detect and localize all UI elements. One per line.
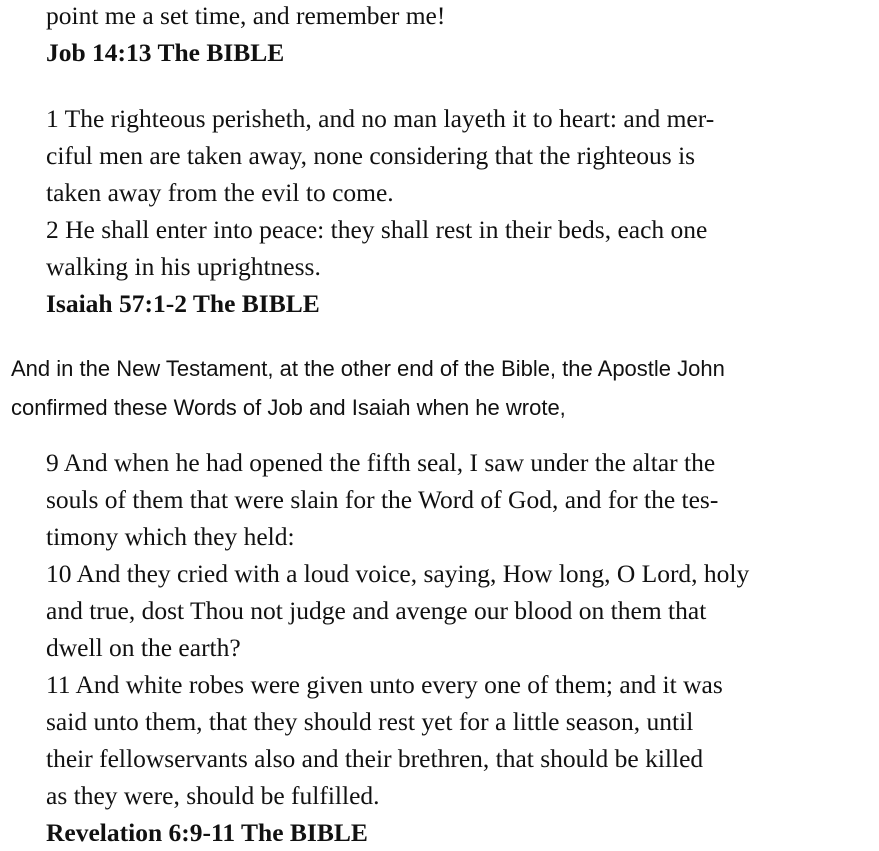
isaiah-reference: Isaiah 57:1-2 The BIBLE (46, 289, 320, 318)
revelation-verse-line: souls of them that were slain for the Word of God, and for the tes- (46, 485, 719, 514)
narrative-line: And in the New Testament, at the other end of the Bible, the Apostle John (11, 356, 725, 381)
isaiah-verse-line: 1 The righteous perisheth, and no man layeth it to heart: and mer- (46, 104, 715, 133)
revelation-verse-line: said unto them, that they should rest yet for a little season, until (46, 707, 694, 736)
isaiah-verse-line: taken away from the evil to come. (46, 178, 394, 207)
revelation-verse-line: as they were, should be fulfilled. (46, 781, 380, 810)
revelation-verse-line: their fellowservants also and their brethren, that should be killed (46, 744, 704, 773)
revelation-verse-line: dwell on the earth? (46, 633, 241, 662)
revelation-verse-line: 11 And white robes were given unto every one of them; and it was (46, 670, 723, 699)
isaiah-verse-line: ciful men are taken away, none considering that the righteous is (46, 141, 696, 170)
job-verse-line: point me a set time, and remember me! (46, 1, 446, 30)
revelation-reference: Revelation 6:9-11 The BIBLE (46, 818, 368, 847)
isaiah-verse-line: 2 He shall enter into peace: they shall rest in their beds, each one (46, 215, 708, 244)
revelation-verse-line: 10 And they cried with a loud voice, saying, How long, O Lord, holy (46, 559, 750, 588)
job-quote-block (46, 0, 846, 71)
isaiah-quote-block (46, 100, 846, 322)
narrative-line: confirmed these Words of Job and Isaiah when he wrote, (11, 395, 566, 420)
revelation-verse-line: 9 And when he had opened the fifth seal, I saw under the altar the (46, 448, 716, 477)
revelation-quote-block (46, 444, 846, 851)
revelation-verse-line: timony which they held: (46, 522, 295, 551)
revelation-verse-line: and true, dost Thou not judge and avenge our blood on them that (46, 596, 707, 625)
isaiah-verse-line: walking in his uprightness. (46, 252, 321, 281)
narrative-paragraph (11, 349, 871, 427)
job-reference: Job 14:13 The BIBLE (46, 38, 285, 67)
